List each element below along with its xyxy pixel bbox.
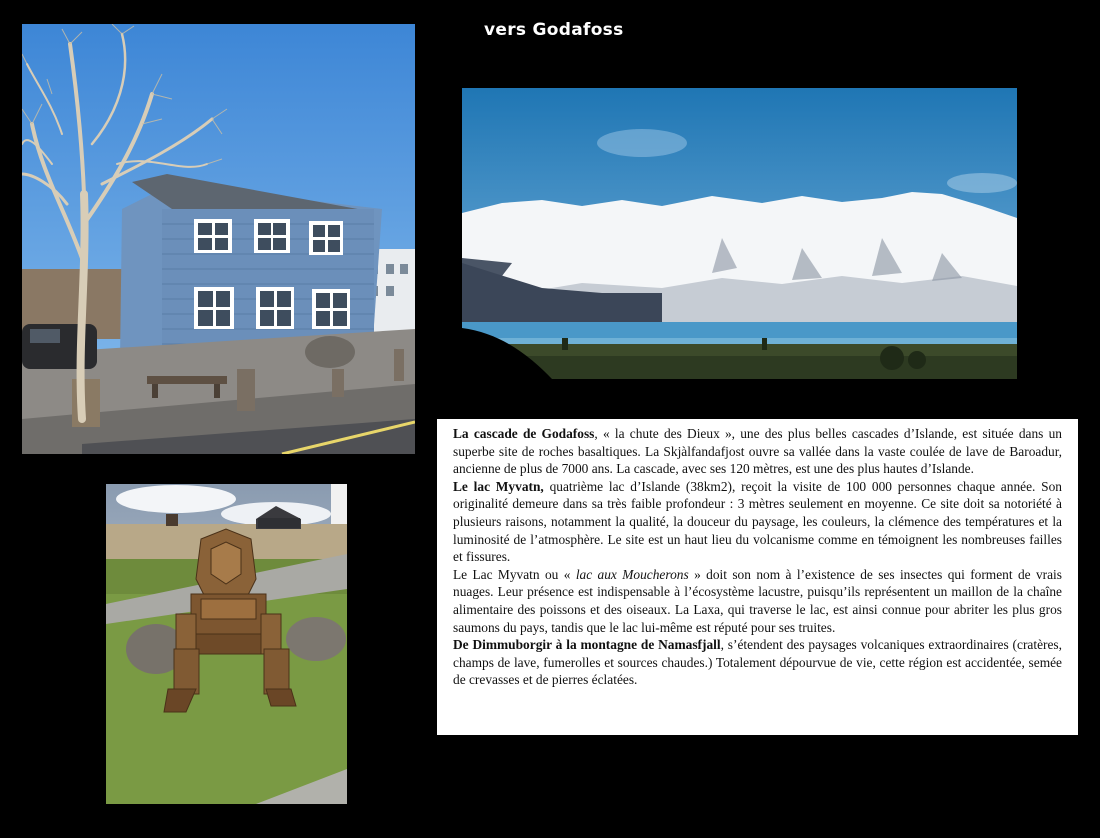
moucherons-italic: lac aux Moucherons <box>575 566 689 582</box>
dimmuborgir-paragraph <box>453 636 1062 689</box>
description-text-box <box>437 419 1078 735</box>
godafoss-text: , « la chute des Dieux », une des plus belles cascades d’Islande, est située dans un superbe site de roches basaltiques. La Skjàlfandafjost ouvre sa vallée dans la vaste coulée de lave de Baroadur, ancienne de plus de 7000 ans. La cascade, avec ses 120 mètres, est une des plus hautes d’Islande. <box>453 426 1062 477</box>
godafoss-heading: La cascade de Godafoss <box>453 426 595 441</box>
moucherons-paragraph <box>453 566 1062 636</box>
godafoss-paragraph <box>453 425 1062 478</box>
house-photo <box>22 24 415 454</box>
myvatn-heading: Le lac Myvatn, <box>453 478 544 494</box>
myvatn-text: quatrième lac d’Islande (38km2), reçoit la visite de 100 000 personnes chaque année. Son originalité demeure dans sa très faible profondeur : 3 mètres seulement en moyenne. Ce site doit sa notoriété à plusieurs raisons, notamment la qualité, la douceur du paysage, les couleurs, la clémence des températures et la luminosité de l’atmosphère. Le site est un haut lieu du volcanisme comme en témoignent les nombreuses failles et fissures. <box>453 478 1062 565</box>
wooden-sculpture-photo <box>106 484 347 804</box>
dimmuborgir-heading: De Dimmuborgir à la montagne de Namasfjall <box>453 637 721 653</box>
dimmuborgir-text: , s’étendent des paysages volcaniques extraordinaires (cratères, champs de lave, fumerolles et sources chaudes.) Totalement dépourvue de vie, cette région est accidentée, semée de crevasses et de pierres éclatées. <box>453 637 1062 688</box>
page-title: vers Godafoss <box>484 20 624 40</box>
moucherons-text-start: Le Lac Myvatn ou « <box>453 566 576 582</box>
moucherons-text-rest: » doit son nom à l’existence de ses insectes qui forment de vrais nuages. Leur présence est indispensable à l’écosystème lacustre, puisqu’ils représentent un maillon de la chaîne alimentaire des poissons et des oiseaux. La Laxa, qui traverse le lac, est ainsi connue pour abriter les plus gros saumons du pays, tandis que le lac lui-même est réputé pour ses truites. <box>453 566 1062 635</box>
myvatn-paragraph <box>453 478 1062 566</box>
snowy-mountain-lake-photo <box>462 88 1017 379</box>
